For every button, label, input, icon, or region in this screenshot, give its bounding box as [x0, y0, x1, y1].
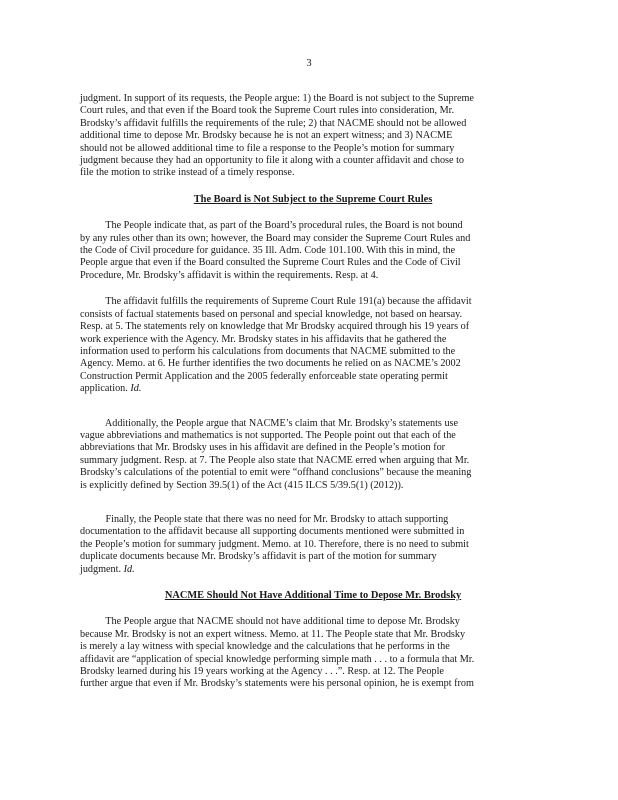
text-line: is merely a lay witness with special knowledge and the calculations that he performs in the	[80, 641, 450, 653]
text-line: abbreviations that Mr. Brodsky uses in his affidavit are defined in the People’s motion for	[80, 442, 446, 454]
text-line: is explicitly defined by Section 39.5(1) of the Act (415 ILCS 5/39.5(1) (2012)).	[80, 479, 404, 491]
citation-id: Id.	[130, 383, 142, 395]
text-line: judgment. In support of its requests, the People argue: 1) the Board is not subject to the Supreme	[80, 93, 474, 104]
text-line: Brodsky learned during his 19 years working at the Agency . . .”. Resp. at 12. The People	[80, 666, 444, 678]
text-line: file the motion to strike instead of a timely response.	[80, 167, 295, 179]
text-line: The affidavit fulfills the requirements of Supreme Court Rule 191(a) because the affidavit	[80, 296, 472, 308]
section-heading: The Board is Not Subject to the Supreme Court Rules	[193, 193, 433, 205]
document-body	[80, 93, 546, 691]
text-line: Procedure, Mr. Brodsky’s affidavit is within the requirements. Resp. at 4.	[80, 269, 379, 281]
section-heading: NACME Should Not Have Additional Time to Depose Mr. Brodsky	[164, 590, 462, 601]
text-line: Brodsky’s affidavit fulfills the requirements of the rule; 2) that NACME should not be allowed	[80, 117, 467, 129]
text-line: application. Id.	[80, 383, 142, 395]
text-line: Additionally, the People argue that NACME’s claim that Mr. Brodsky’s statements use	[80, 417, 459, 429]
text-line: summary judgment. Resp. at 7. The People also state that NACME erred when arguing that Mr.	[80, 454, 470, 466]
text-line: should not be allowed additional time to file a response to the People’s motion for summary	[80, 142, 455, 154]
text-line: Resp. at 5. The statements rely on knowledge that Mr Brodsky acquired through his 19 years of	[80, 321, 470, 333]
text-line: information used to perform his calculations from documents that NACME submitted to the	[80, 345, 456, 357]
text-line: by any rules other than its own; however, the Board may consider the Supreme Court Rules and	[80, 232, 471, 244]
paragraph	[80, 418, 546, 492]
text-line: because Mr. Brodsky is not an expert witness. Memo. at 11. The People state that Mr. Brodsky	[80, 628, 466, 640]
text-line: The People argue that NACME should not have additional time to depose Mr. Brodsky	[80, 616, 460, 628]
text-line: Finally, the People state that there was no need for Mr. Brodsky to attach supporting	[80, 513, 449, 525]
text-line: the People’s motion for summary judgment. Memo. at 10. Therefore, there is no need to submit	[80, 538, 469, 550]
text-line: Court rules, and that even if the Board took the Supreme Court rules into consideration, Mr.	[80, 105, 455, 117]
paragraph	[80, 616, 546, 690]
text-line: duplicate documents because Mr. Brodsky’s affidavit is part of the motion for summary	[80, 551, 437, 563]
paragraph	[80, 514, 546, 576]
text-line: additional time to depose Mr. Brodsky because he is not an expert witness; and 3) NACME	[80, 130, 453, 142]
paragraph	[80, 220, 546, 282]
text-line: work experience with the Agency. Mr. Brodsky states in his affidavits that he gathered the	[80, 333, 447, 345]
text-line: judgment because they had an opportunity to file it along with a counter affidavit and chose to	[80, 155, 465, 167]
text-line: The People indicate that, as part of the Board’s procedural rules, the Board is not bound	[80, 220, 463, 232]
text-line: documentation to the affidavit because all supporting documents mentioned were submitted in	[80, 526, 465, 538]
text-line: People argue that even if the Board consulted the Supreme Court Rules and the Code of Civil	[80, 257, 461, 269]
text-line: the Code of Civil procedure for guidance. 35 Ill. Adm. Code 101.100. With this in mind, the	[80, 245, 456, 257]
paragraph-intro	[80, 93, 546, 180]
text-line: Agency. Memo. at 6. He further identifies the two documents he relied on as NACME’s 2002	[80, 358, 461, 370]
text-line: Brodsky’s calculations of the potential to emit were “offhand conclusions” because the meaning	[80, 467, 472, 479]
text-line: judgment. Id.	[80, 563, 135, 575]
text-line: affidavit are “application of special knowledge performing simple math . . . to a formula that Mr.	[80, 653, 475, 665]
citation-id: Id.	[123, 563, 135, 575]
text-line: Construction Permit Application and the 2005 federally enforceable state operating permit	[80, 370, 448, 382]
paragraph	[80, 296, 546, 395]
text-line: further argue that even if Mr. Brodsky’s statements were his personal opinion, he is exempt from	[80, 678, 474, 690]
text-line: consists of factual statements based on personal and special knowledge, not based on hearsay.	[80, 308, 463, 320]
page-number: 3	[306, 58, 312, 69]
text-line: vague abbreviations and mathematics is not supported. The People point out that each of the	[80, 429, 456, 441]
